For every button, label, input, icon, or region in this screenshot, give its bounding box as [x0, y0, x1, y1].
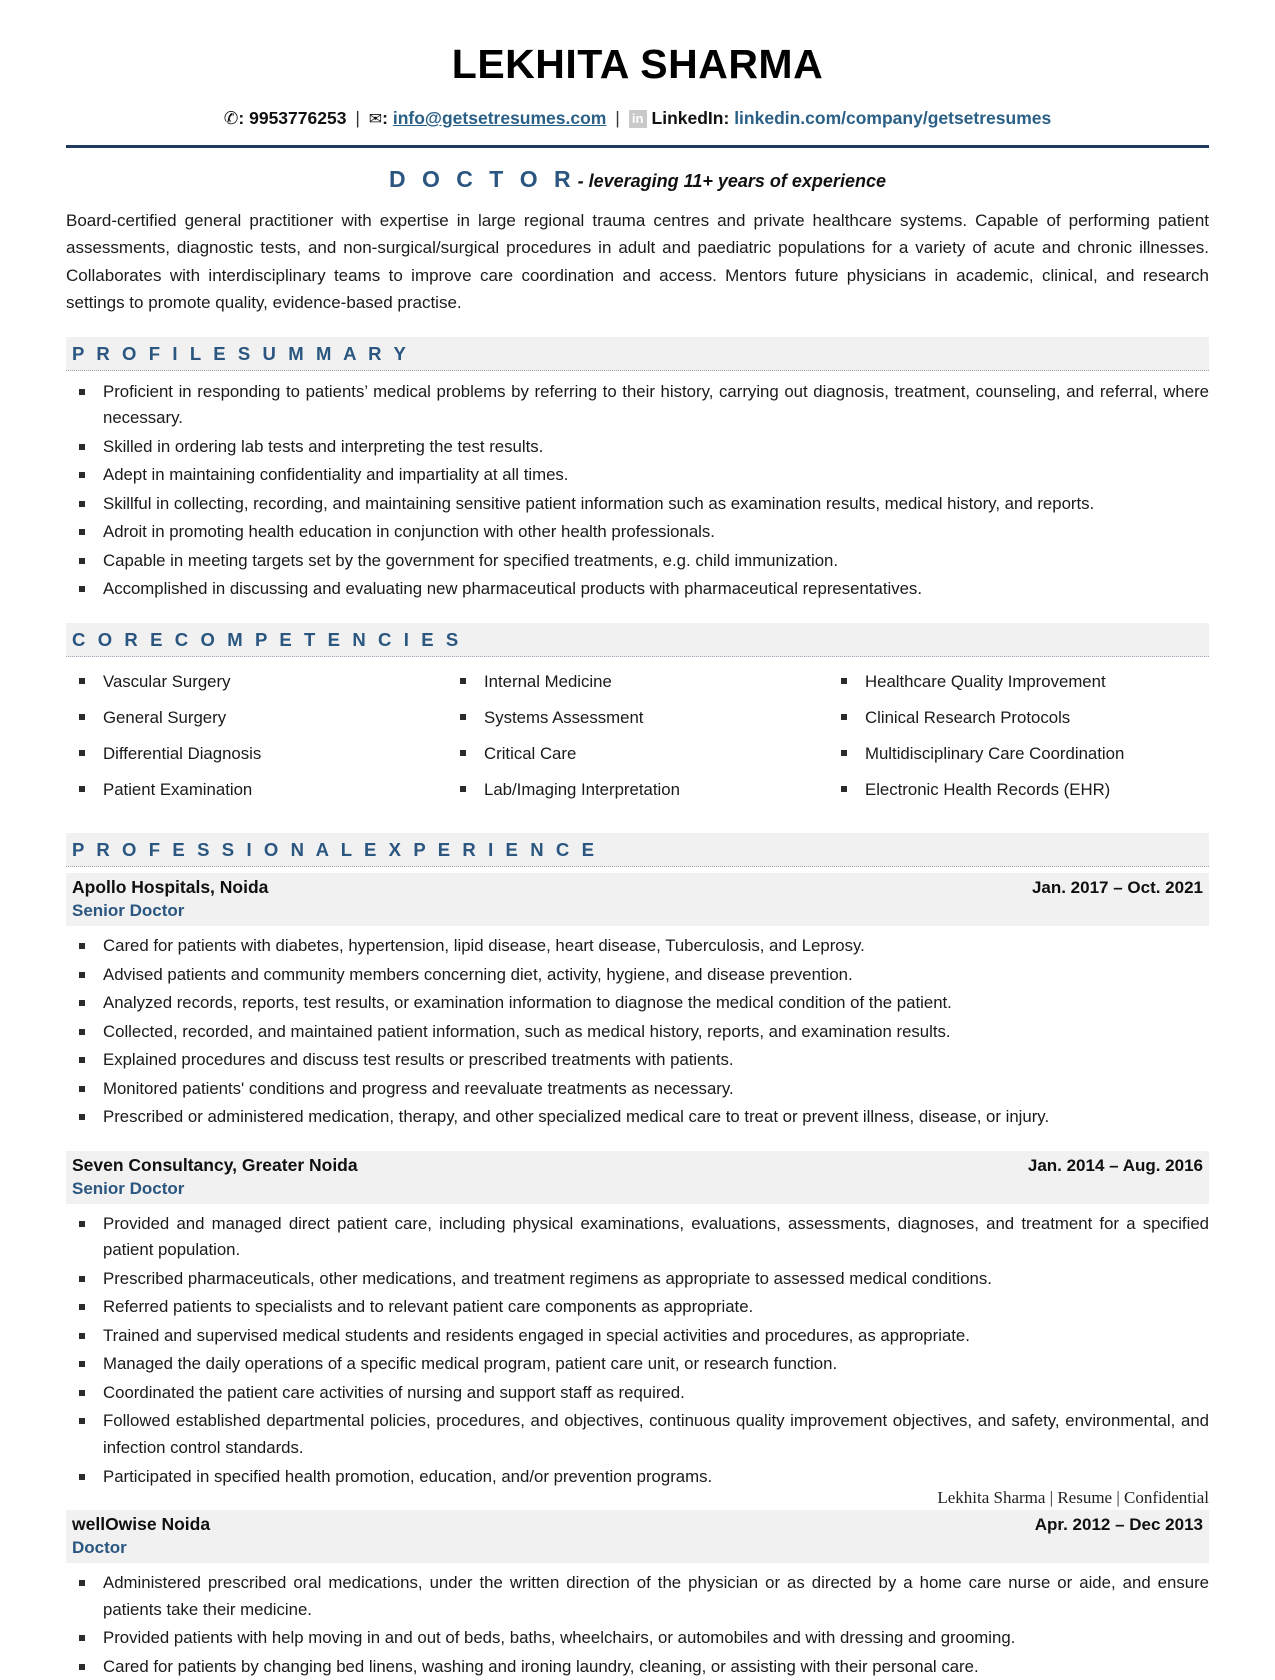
list-item: Prescribed or administered medication, therapy, and other specialized medical care to treat or prevent illness, disease, or injury.	[66, 1104, 1209, 1131]
list-item: Collected, recorded, and maintained patient information, such as medical history, reports, and examination results.	[66, 1019, 1209, 1046]
list-item: Followed established departmental policies, procedures, and objectives, continuous quality improvement objectives, and safety, environmental, and infection control standards.	[66, 1408, 1209, 1461]
list-item: Accomplished in discussing and evaluating new pharmaceutical products with pharmaceutical representatives.	[66, 576, 1209, 603]
list-item: Managed the daily operations of a specific medical program, patient care unit, or research function.	[66, 1351, 1209, 1378]
list-item: Internal Medicine	[447, 669, 828, 705]
core-competencies-grid	[66, 669, 1209, 813]
list-item: Cared for patients by changing bed linens, washing and ironing laundry, cleaning, or assisting with their personal care.	[66, 1654, 1209, 1680]
list-item: Adept in maintaining confidentiality and impartiality at all times.	[66, 462, 1209, 489]
email-prefix: :	[382, 108, 388, 129]
page-footer: Lekhita Sharma | Resume | Confidential	[937, 1488, 1209, 1507]
contact-separator-2: |	[615, 108, 620, 129]
job-company: Seven Consultancy, Greater Noida	[72, 1154, 358, 1175]
job-title: Senior Doctor	[66, 1178, 1209, 1204]
list-item: Administered prescribed oral medications, under the written direction of the physician or as directed by a home care nurse or aide, and ensure patients take their medicine.	[66, 1570, 1209, 1623]
job-responsibilities	[66, 933, 1209, 1131]
list-item: Referred patients to specialists and to relevant patient care components as appropriate.	[66, 1294, 1209, 1321]
list-item: Trained and supervised medical students and residents engaged in special activities and procedures, as appropriate.	[66, 1323, 1209, 1350]
experience-entry	[66, 1510, 1209, 1680]
list-item: Skillful in collecting, recording, and maintaining sensitive patient information such as examination results, medical history, and reports.	[66, 491, 1209, 518]
linkedin-label: LinkedIn:	[651, 108, 730, 129]
phone-icon: ✆	[223, 109, 239, 130]
email-link[interactable]: info@getsetresumes.com	[392, 108, 607, 129]
list-item: Advised patients and community members concerning diet, activity, hygiene, and disease prevention.	[66, 962, 1209, 989]
profile-summary-list	[66, 379, 1209, 603]
list-item: Cared for patients with diabetes, hypertension, lipid disease, heart disease, Tuberculosis, and Leprosy.	[66, 933, 1209, 960]
experience-entry	[66, 1151, 1209, 1490]
summary-paragraph: Board-certified general practitioner with expertise in large regional trauma centres and private healthcare systems. Capable of performing patient assessments, diagnostic tests, and non-surgical/surgical procedures in adult and paediatric populations for a variety of acute and chronic illnesses. Collaborates with interdisciplinary teams to improve care coordination and access. Mentors future physicians in academic, clinical, and research settings to promote quality, evidence-based practise.	[66, 210, 1209, 313]
header-divider	[66, 145, 1209, 148]
job-dates: Jan. 2017 – Oct. 2021	[1031, 878, 1203, 898]
list-item: Lab/Imaging Interpretation	[447, 777, 828, 813]
list-item: Provided patients with help moving in and out of beds, baths, wheelchairs, or automobiles and with dressing and grooming.	[66, 1625, 1209, 1652]
job-title: Senior Doctor	[66, 900, 1209, 926]
role-headline	[66, 166, 1209, 194]
linkedin-link[interactable]: linkedin.com/company/getsetresumes	[734, 108, 1052, 129]
job-dates: Jan. 2014 – Aug. 2016	[1027, 1155, 1203, 1175]
job-company: Apollo Hospitals, Noida	[72, 877, 269, 898]
section-header-core-competencies	[66, 623, 1209, 657]
list-item: Capable in meeting targets set by the government for specified treatments, e.g. child immunization.	[66, 548, 1209, 575]
linkedin-icon: in	[629, 110, 647, 128]
list-item: Healthcare Quality Improvement	[828, 669, 1209, 705]
section-title: P R O F I L E S U M M A R Y	[72, 342, 410, 364]
experience-entry	[66, 873, 1209, 1131]
list-item: Differential Diagnosis	[66, 741, 447, 777]
list-item: Critical Care	[447, 741, 828, 777]
competency-column-2	[447, 669, 828, 813]
job-header	[66, 873, 1209, 900]
list-item: Systems Assessment	[447, 705, 828, 741]
section-title: C O R E C O M P E T E N C I E S	[72, 628, 462, 650]
job-header	[66, 1510, 1209, 1537]
job-responsibilities	[66, 1211, 1209, 1490]
contact-line	[66, 107, 1209, 131]
list-item: Explained procedures and discuss test results or prescribed treatments with patients.	[66, 1047, 1209, 1074]
list-item: Patient Examination	[66, 777, 447, 813]
phone-prefix: :	[238, 108, 245, 129]
candidate-name: LEKHITA SHARMA	[451, 41, 824, 87]
list-item: Clinical Research Protocols	[828, 705, 1209, 741]
job-header	[66, 1151, 1209, 1178]
section-title: P R O F E S S I O N A L E X P E R I E N C E	[72, 839, 598, 861]
list-item: Monitored patients' conditions and progress and reevaluate treatments as necessary.	[66, 1076, 1209, 1103]
section-header-professional-experience	[66, 833, 1209, 867]
list-item: Multidisciplinary Care Coordination	[828, 741, 1209, 777]
list-item: Skilled in ordering lab tests and interpreting the test results.	[66, 434, 1209, 461]
list-item: Analyzed records, reports, test results, or examination information to diagnose the medical condition of the patient.	[66, 990, 1209, 1017]
job-company: wellOwise Noida	[72, 1514, 211, 1535]
competency-column-1	[66, 669, 447, 813]
contact-separator-1: |	[355, 108, 360, 129]
job-responsibilities	[66, 1570, 1209, 1680]
list-item: Adroit in promoting health education in conjunction with other health professionals.	[66, 519, 1209, 546]
job-dates: Apr. 2012 – Dec 2013	[1034, 1515, 1203, 1535]
list-item: Coordinated the patient care activities of nursing and support staff as required.	[66, 1380, 1209, 1407]
role-tagline: - leveraging 11+ years of experience	[577, 170, 886, 191]
role-title: D O C T O R	[389, 165, 576, 192]
job-title: Doctor	[66, 1537, 1209, 1563]
envelope-icon: ✉	[368, 109, 383, 129]
section-header-profile-summary	[66, 337, 1209, 371]
list-item: Provided and managed direct patient care, including physical examinations, evaluations, assessments, diagnoses, and treatment for a specified patient population.	[66, 1211, 1209, 1264]
list-item: Participated in specified health promotion, education, and/or prevention programs.	[66, 1464, 1209, 1491]
list-item: Prescribed pharmaceuticals, other medications, and treatment regimens as appropriate to assessed medical conditions.	[66, 1266, 1209, 1293]
list-item: Proficient in responding to patients’ medical problems by referring to their history, carrying out diagnosis, treatment, counseling, and referral, where necessary.	[66, 379, 1209, 432]
resume-header	[66, 0, 1209, 148]
list-item: Vascular Surgery	[66, 669, 447, 705]
phone-number: 9953776253	[249, 108, 347, 129]
competency-column-3	[828, 669, 1209, 813]
list-item: General Surgery	[66, 705, 447, 741]
list-item: Electronic Health Records (EHR)	[828, 777, 1209, 813]
